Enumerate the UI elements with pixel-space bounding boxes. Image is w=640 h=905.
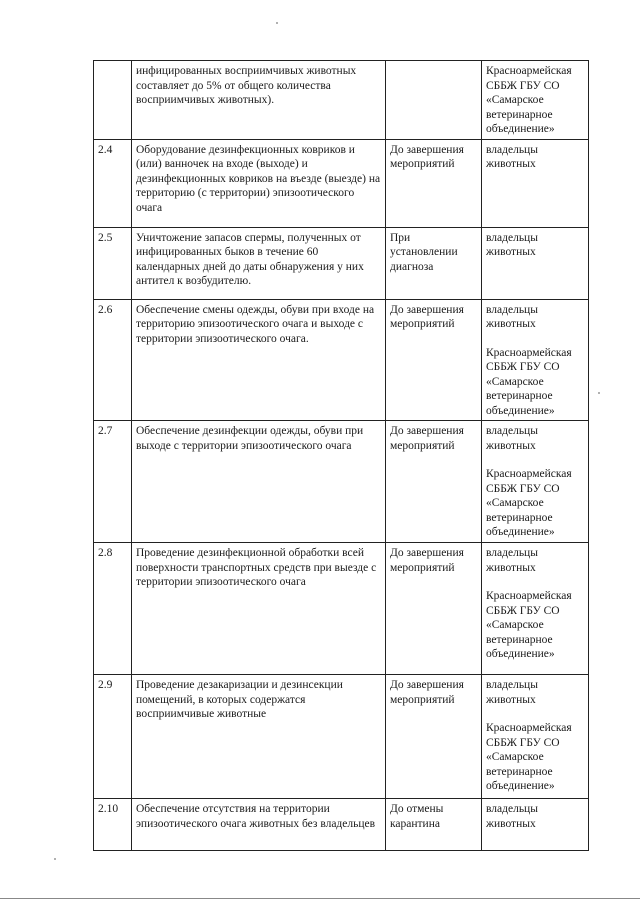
measure-description: Обеспечение дезинфекции одежды, обуви при выходе с территории эпизоотического очага (132, 421, 386, 543)
measure-description: Уничтожение запасов спермы, полученных от инфицированных быков в течение 60 календарных дней до даты обнаружения у них антител к возбудителю. (132, 227, 386, 299)
measures-table (93, 60, 589, 851)
responsible-party-name: Красноармейская СББЖ ГБУ СО «Самарское ветеринарное объединение» (486, 590, 572, 660)
responsible-party-name: владельцы животных (486, 425, 538, 452)
responsible-party (482, 139, 589, 227)
measures-table-body (94, 61, 589, 851)
responsible-party-name: Красноармейская СББЖ ГБУ СО «Самарское ветеринарное объединение» (486, 722, 572, 792)
measure-description: инфицированных восприимчивых животных составляет до 5% от общего количества восприимчивых животных). (132, 61, 386, 140)
measure-term: При установлении диагноза (386, 227, 482, 299)
row-number: 2.10 (94, 799, 132, 851)
responsible-party-name: владельцы животных (486, 303, 538, 330)
scan-speck (276, 22, 278, 24)
row-number: 2.7 (94, 421, 132, 543)
measure-term (386, 61, 482, 140)
measure-term: До завершения мероприятий (386, 299, 482, 421)
measure-description: Проведение дезинфекционной обработки всей поверхности транспортных средств при выезде с территории эпизоотического очага (132, 543, 386, 675)
table-row (94, 421, 589, 543)
measure-term: До завершения мероприятий (386, 139, 482, 227)
measure-description: Обеспечение смены одежды, обуви при входе на территорию эпизоотического очага и выходе с территории эпизоотического очага. (132, 299, 386, 421)
table-row (94, 227, 589, 299)
table-row (94, 799, 589, 851)
responsible-party (482, 227, 589, 299)
row-number: 2.9 (94, 675, 132, 799)
table-row (94, 543, 589, 675)
scan-edge-line (0, 898, 640, 899)
table-row (94, 675, 589, 799)
responsible-party (482, 799, 589, 851)
table-row (94, 61, 589, 140)
measure-term: До отмены карантина (386, 799, 482, 851)
responsible-party-name: владельцы животных (486, 803, 538, 830)
measure-term: До завершения мероприятий (386, 675, 482, 799)
row-number: 2.5 (94, 227, 132, 299)
measure-description: Проведение дезакаризации и дезинсекции помещений, в которых содержатся восприимчивые животные (132, 675, 386, 799)
measure-description: Оборудование дезинфекционных ковриков и (или) ванночек на входе (выходе) и дезинфекционных ковриков на въезде (выезде) на территорию (с территории) эпизоотического очага (132, 139, 386, 227)
table-row (94, 139, 589, 227)
responsible-party (482, 299, 589, 421)
responsible-party-name: владельцы животных (486, 143, 538, 170)
responsible-party-name: владельцы животных (486, 679, 538, 706)
responsible-party (482, 421, 589, 543)
table-row (94, 299, 589, 421)
row-number: 2.8 (94, 543, 132, 675)
measure-description: Обеспечение отсутствия на территории эпизоотического очага животных без владельцев (132, 799, 386, 851)
responsible-party-name: Красноармейская СББЖ ГБУ СО «Самарское ветеринарное объединение» (486, 468, 572, 538)
responsible-party-name: Красноармейская СББЖ ГБУ СО «Самарское ветеринарное объединение» (486, 346, 572, 417)
measure-term: До завершения мероприятий (386, 543, 482, 675)
responsible-party (482, 675, 589, 799)
scan-speck (54, 858, 56, 860)
responsible-party-name: владельцы животных (486, 231, 538, 258)
responsible-party-name: владельцы животных (486, 547, 538, 574)
row-number: 2.6 (94, 299, 132, 421)
row-number: 2.4 (94, 139, 132, 227)
measure-term: До завершения мероприятий (386, 421, 482, 543)
row-number (94, 61, 132, 140)
responsible-party-name: Красноармейская СББЖ ГБУ СО «Самарское ветеринарное объединение» (486, 65, 572, 135)
responsible-party (482, 61, 589, 140)
scan-speck (598, 392, 600, 394)
responsible-party (482, 543, 589, 675)
